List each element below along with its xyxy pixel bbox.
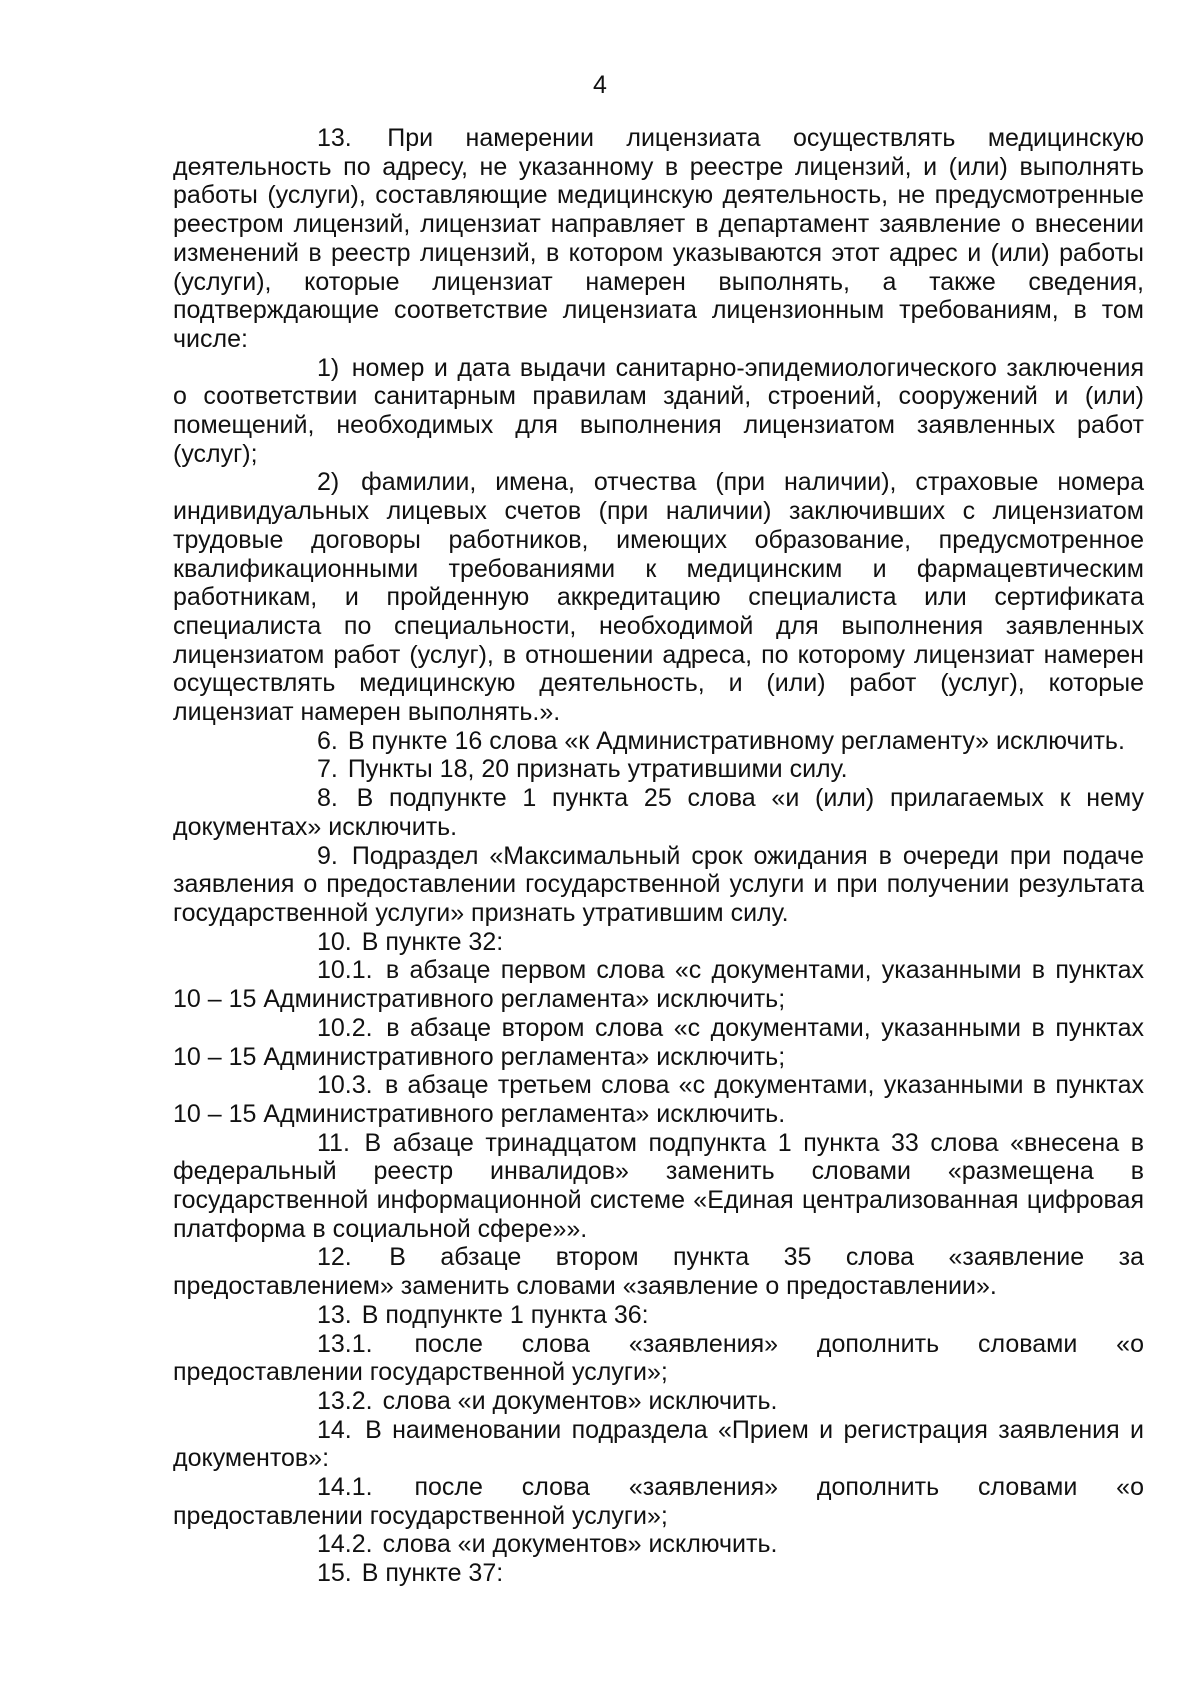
paragraph-number: 13. [317,1300,352,1329]
paragraph-number: 1) [317,353,340,382]
paragraph-text: В пункте 37: [361,1559,504,1588]
paragraph-number: 14. [317,1415,352,1444]
paragraph-number: 6. [317,726,338,755]
paragraph-text: слова «и документов» исключить. [382,1530,778,1559]
paragraph-text: Пункты 18, 20 признать утратившими силу. [347,755,848,784]
paragraph-number: 12. [317,1243,352,1272]
paragraph-text: фамилии, имена, отчества (при наличии), страховые номера индивидуальных лицевых счетов (при наличии) заключивших с лицензиатом трудовые договоры работников, имеющих образование, предусмотренное квалификационными требованиями к медицинским и фармацевтическим работникам, и пройденную аккредитацию специалиста или сертификата специалиста по специальности, необходимой для выполнения заявленных лицензиатом работ (услуг), в отношении адреса, по которому лицензиат намерен осуществлять медицинскую деятельность, и (или) работ (услуг), которые лицензиат намерен выполнять.». [173,468,1144,727]
paragraph-text: Подраздел «Максимальный срок ожидания в очереди при подаче заявления о предоставлении государственной услуги и при получении результата государственной услуги» признать утратившим силу. [173,841,1144,927]
subparagraph-2 [173,468,1144,726]
paragraph-13 [173,124,1144,354]
paragraph-13-2 [173,1387,1144,1416]
paragraph-number: 10. [317,927,352,956]
paragraph-10-1 [173,956,1144,1013]
paragraph-text: В пункте 16 слова «к Административному регламенту» исключить. [347,726,1125,755]
paragraph-text: В пункте 32: [361,927,504,956]
paragraph-text: слова «и документов» исключить. [382,1386,778,1415]
paragraph-number: 14.1. [317,1473,373,1502]
document-body [173,124,1144,1588]
paragraph-7 [173,755,1144,784]
paragraph-number: 13.2. [317,1386,373,1415]
paragraph-13-1 [173,1330,1144,1387]
paragraph-text: в абзаце втором слова «с документами, указанными в пунктах 10 – 15 Административного регламента» исключить; [173,1013,1144,1071]
subparagraph-1 [173,354,1144,469]
paragraph-text: В абзаце тринадцатом подпункта 1 пункта 33 слова «внесена в федеральный реестр инвалидов» заменить словами «размещена в государственной информационной системе «Единая централизованная цифровая платформа в социальной сфере»». [173,1128,1144,1243]
paragraph-text: номер и дата выдачи санитарно-эпидемиологического заключения о соответствии санитарным правилам зданий, строений, сооружений и (или) помещений, необходимых для выполнения лицензиатом заявленных работ (услуг); [173,353,1144,468]
paragraph-14-2 [173,1530,1144,1559]
paragraph-10-2 [173,1014,1144,1071]
page-number: 4 [593,71,607,99]
paragraph-number: 15. [317,1559,352,1588]
paragraph-11 [173,1129,1144,1244]
paragraph-14-1 [173,1473,1144,1530]
paragraph-12 [173,1243,1144,1300]
paragraph-number: 8. [317,784,338,813]
paragraph-number: 2) [317,468,340,497]
paragraph-number: 13.1. [317,1329,373,1358]
paragraph-number: 13. [317,124,352,152]
paragraph-6 [173,727,1144,756]
paragraph-text: В наименовании подраздела «Прием и регистрация заявления и документов»: [173,1415,1144,1473]
paragraph-number: 14.2. [317,1530,373,1559]
paragraph-text: после слова «заявления» дополнить словами «о предоставлении государственной услуги»; [173,1473,1144,1530]
paragraph-10-3 [173,1071,1144,1128]
paragraph-8 [173,784,1144,841]
paragraph-number: 11. [317,1128,350,1157]
paragraph-number: 10.2. [317,1013,373,1042]
paragraph-text: после слова «заявления» дополнить словами «о предоставлении государственной услуги»; [173,1329,1144,1387]
paragraph-number: 7. [317,755,338,784]
paragraph-number: 10.1. [317,956,373,985]
paragraph-text: В подпункте 1 пункта 25 слова «и (или) прилагаемых к нему документах» исключить. [173,784,1144,841]
paragraph-text: в абзаце первом слова «с документами, указанными в пунктах 10 – 15 Административного регламента» исключить; [173,956,1144,1014]
paragraph-number: 10.3. [317,1071,373,1100]
paragraph-14 [173,1416,1144,1473]
paragraph-text: При намерении лицензиата осуществлять медицинскую деятельность по адресу, не указанному в реестре лицензий, и (или) выполнять работы (услуги), составляющие медицинскую деятельность, не предусмотренные реестром лицензий, лицензиат направляет в департамент заявление о внесении изменений в реестр лицензий, в котором указываются этот адрес и (или) работы (услуги), которые лицензиат намерен выполнять, а также сведения, подтверждающие соответствие лицензиата лицензионным требованиям, в том числе: [173,124,1144,353]
paragraph-number: 9. [317,841,338,870]
paragraph-13-b [173,1301,1144,1330]
paragraph-9 [173,842,1144,928]
paragraph-text: В подпункте 1 пункта 36: [361,1300,649,1329]
paragraph-10 [173,928,1144,957]
paragraph-15 [173,1559,1144,1588]
paragraph-text: В абзаце втором пункта 35 слова «заявление за предоставлением» заменить словами «заявление о предоставлении». [173,1243,1144,1301]
paragraph-text: в абзаце третьем слова «с документами, указанными в пунктах 10 – 15 Административного регламента» исключить. [173,1071,1144,1128]
